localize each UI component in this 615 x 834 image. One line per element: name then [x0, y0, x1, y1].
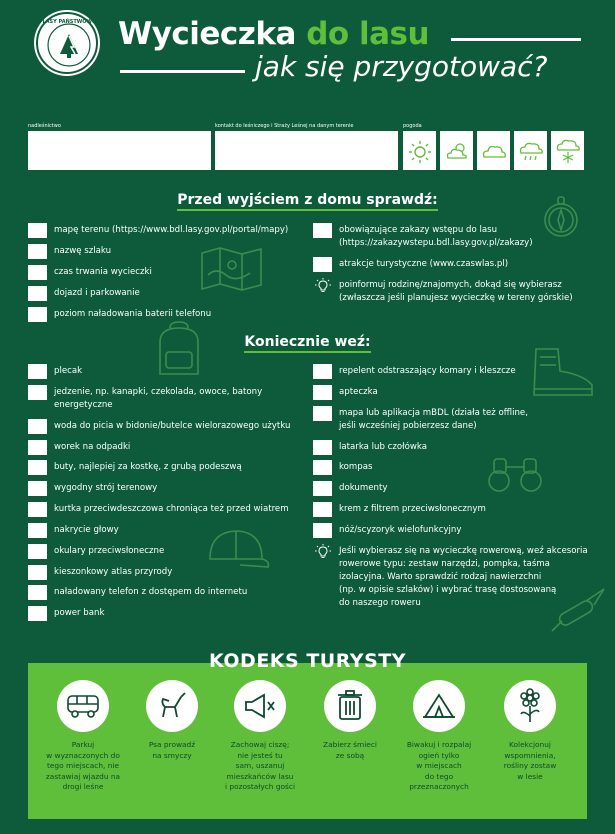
- cap-icon: [200, 525, 272, 571]
- list-item[interactable]: poziom naładowania baterii telefonu: [28, 307, 211, 322]
- hiking-boot-icon: [528, 345, 598, 401]
- list-item[interactable]: atrakcje turystyczne (www.czaswlas.pl): [313, 257, 508, 272]
- list-item[interactable]: power bank: [28, 606, 104, 621]
- list-item[interactable]: nóż/scyzoryk wielofunkcyjny: [313, 523, 461, 538]
- compass-icon: [541, 192, 581, 242]
- sun-cloud-icon: [443, 138, 471, 164]
- list-item[interactable]: latarka lub czołówka: [313, 440, 427, 455]
- dog-on-leash-icon: [155, 689, 189, 723]
- subtitle-rule: [120, 70, 245, 73]
- title-part2: do lasu: [306, 16, 430, 52]
- checkbox[interactable]: [28, 244, 47, 259]
- section-check-title: Przed wyjściem z domu sprawdź:: [0, 192, 615, 211]
- kodeks-item-trash: Zabierz śmieci ze sobą: [309, 680, 391, 761]
- list-item[interactable]: woda do picia w bidonie/butelce wielorazowego użytku: [28, 419, 290, 434]
- checkbox[interactable]: [28, 265, 47, 280]
- checkbox[interactable]: [28, 502, 47, 517]
- weather-rain-checkbox[interactable]: [514, 131, 547, 170]
- logo-text: LASY PAŃSTWOWE: [42, 19, 96, 25]
- kodeks-item-quiet: Zachowaj ciszę; nie jesteś tu sam, uszanuj mieszkańców lasu i pozostałych gości: [219, 680, 301, 793]
- weather-cloud-checkbox[interactable]: [477, 131, 510, 170]
- list-item[interactable]: buty, najlepiej za kostkę, z grubą podeszwą: [28, 460, 242, 475]
- list-item[interactable]: worek na odpadki: [28, 440, 130, 455]
- list-item[interactable]: okulary przeciwsłoneczne: [28, 544, 164, 559]
- snow-icon: [554, 138, 582, 164]
- rain-icon: [517, 138, 545, 164]
- weather-suncloud-checkbox[interactable]: [440, 131, 473, 170]
- list-item[interactable]: dojazd i parkowanie: [28, 286, 140, 301]
- list-item[interactable]: plecak: [28, 364, 82, 379]
- checkbox[interactable]: [313, 257, 332, 272]
- checkbox[interactable]: [28, 385, 47, 400]
- page-title: [118, 16, 429, 52]
- title-part1: Wycieczka: [118, 16, 296, 52]
- trash-bin-icon: [335, 689, 365, 723]
- tree-logo-icon: [38, 14, 100, 76]
- checkbox[interactable]: [313, 385, 332, 400]
- pocket-knife-icon: [548, 585, 608, 635]
- sun-icon: [407, 138, 433, 164]
- list-item[interactable]: kurtka przeciwdeszczowa chroniąca też przed wiatrem: [28, 502, 289, 517]
- checkbox[interactable]: [313, 481, 332, 496]
- checkbox[interactable]: [313, 460, 332, 475]
- list-item[interactable]: wygodny strój terenowy: [28, 481, 157, 496]
- checkbox[interactable]: [313, 523, 332, 538]
- list-item[interactable]: kompas: [313, 460, 373, 475]
- checkbox[interactable]: [313, 406, 332, 421]
- nadlesnictwo-label: nadleśnictwo: [28, 123, 61, 129]
- list-item[interactable]: krem z filtrem przeciwsłonecznym: [313, 502, 486, 517]
- map-icon: [198, 245, 266, 293]
- tent-icon: [421, 691, 457, 721]
- backpack-icon: [148, 320, 210, 382]
- lightbulb-icon: [313, 278, 332, 294]
- list-item[interactable]: mapa lub aplikacja mBDL (działa też offline, jeśli wcześniej pobierzesz dane): [313, 406, 528, 433]
- list-item[interactable]: repelent odstraszający komary i kleszcze: [313, 364, 516, 379]
- kodeks-item-camping: Biwakuj i rozpalaj ogień tylko w miejscach do tego przeznaczonych: [398, 680, 480, 793]
- checkbox[interactable]: [313, 223, 332, 238]
- checkbox[interactable]: [313, 440, 332, 455]
- checkbox[interactable]: [28, 606, 47, 621]
- page-subtitle: jak się przygotować?: [255, 50, 548, 83]
- lasy-panstwowe-logo: [36, 12, 98, 74]
- list-item[interactable]: naładowany telefon z dostępem do internetu: [28, 585, 247, 600]
- kontakt-label: kontakt do leśniczego i Straży Leśnej na danym terenie: [215, 123, 354, 129]
- tip-item: poinformuj rodzinę/znajomych, dokąd się wybierasz (zwłaszcza jeśli planujesz wycieczkę w tereny górskie): [313, 278, 573, 305]
- kontakt-field[interactable]: [215, 131, 398, 170]
- kodeks-title: KODEKS TURYSTY: [209, 650, 406, 672]
- nadlesnictwo-field[interactable]: [28, 131, 211, 170]
- checkbox[interactable]: [28, 544, 47, 559]
- list-item[interactable]: mapę terenu (https://www.bdl.lasy.gov.pl/portal/mapy): [28, 223, 288, 238]
- checkbox[interactable]: [28, 460, 47, 475]
- weather-snow-checkbox[interactable]: [551, 131, 584, 170]
- tip-item: Jeśli wybierasz się na wycieczkę rowerową, weź akcesoria rowerowe typu: zestaw narzędzi, pompka, taśma izolacyjna. Warto sprawdzić rodzaj nawierzchni (np. w opisie szlaków) i wybrać trasę dostosowaną do naszego roweru: [313, 544, 588, 610]
- checkbox[interactable]: [28, 523, 47, 538]
- kodeks-item-plants: Kolekcjonuj wspomnienia, rośliny zostaw w lesie: [489, 680, 571, 782]
- list-item[interactable]: dokumenty: [313, 481, 387, 496]
- list-item[interactable]: kieszonkowy atlas przyrody: [28, 565, 172, 580]
- list-item[interactable]: nazwę szlaku: [28, 244, 111, 259]
- checkbox[interactable]: [28, 585, 47, 600]
- checkbox[interactable]: [313, 502, 332, 517]
- kodeks-item-parking: Parkuj w wyznaczonych do tego miejscach, nie zastawiaj wjazdu na drogi leśne: [42, 680, 124, 793]
- list-item[interactable]: nakrycie głowy: [28, 523, 119, 538]
- title-rule: [451, 38, 581, 41]
- campervan-icon: [65, 692, 101, 720]
- checkbox[interactable]: [28, 307, 47, 322]
- binoculars-icon: [486, 455, 544, 495]
- checkbox[interactable]: [28, 440, 47, 455]
- checkbox[interactable]: [28, 364, 47, 379]
- checkbox[interactable]: [313, 364, 332, 379]
- section-take-title: Koniecznie weź:: [0, 334, 615, 353]
- checkbox[interactable]: [28, 286, 47, 301]
- checkbox[interactable]: [28, 419, 47, 434]
- lightbulb-icon: [313, 544, 332, 560]
- checkbox[interactable]: [28, 481, 47, 496]
- megaphone-off-icon: [242, 691, 278, 721]
- checkbox[interactable]: [28, 565, 47, 580]
- checkbox[interactable]: [28, 223, 47, 238]
- pogoda-label: pogoda: [403, 123, 422, 129]
- list-item[interactable]: obowiązujące zakazy wstępu do lasu (https://zakazywstepu.bdl.lasy.gov.pl/zakazy): [313, 223, 533, 250]
- cloud-icon: [480, 138, 508, 164]
- list-item[interactable]: apteczka: [313, 385, 378, 400]
- flower-icon: [515, 688, 545, 724]
- list-item[interactable]: czas trwania wycieczki: [28, 265, 152, 280]
- list-item[interactable]: jedzenie, np. kanapki, czekolada, owoce, batony energetyczne: [28, 385, 262, 412]
- kodeks-item-dog: Psa prowadź na smyczy: [131, 680, 213, 761]
- weather-sun-checkbox[interactable]: [403, 131, 436, 170]
